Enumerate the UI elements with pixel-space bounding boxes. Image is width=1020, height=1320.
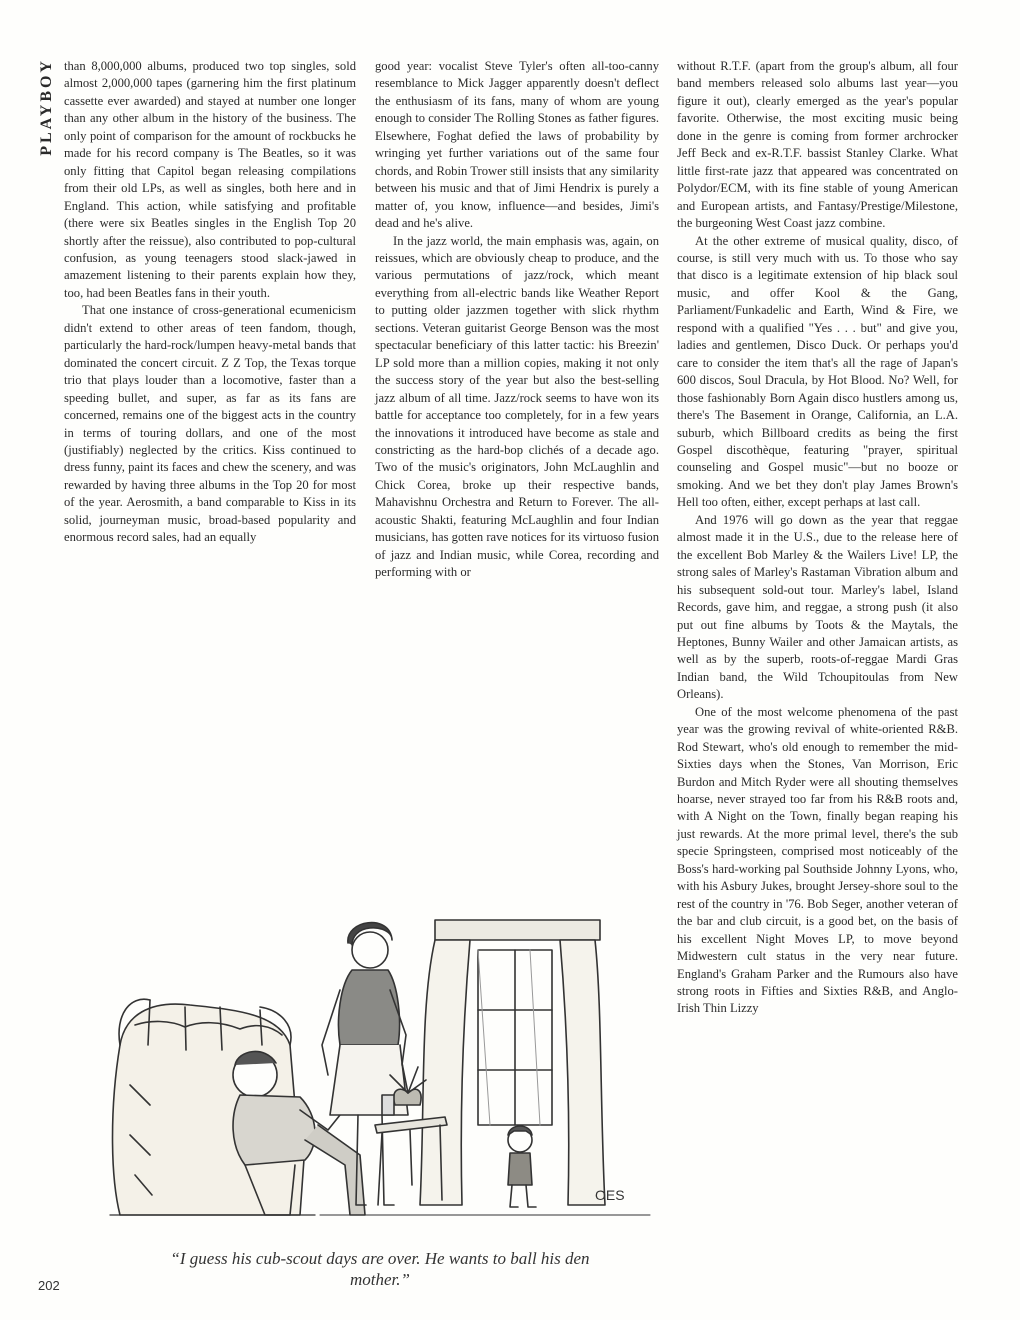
paragraph: than 8,000,000 albums, produced two top singles, sold almost 2,000,000 tapes (garnering him the first platinum cassette ever awarded) and stayed at number one longer than any other album in the history of the business. The only point of comparison for the amount of rockbucks he made for his record company is The Beatles, so it was only fitting that Capitol began releasing compilations from their old LPs, as well as singles, both here and in England. This action, while satisfying and profitable (there were six Beatles singles in the English Top 20 shortly after the reissue), also contributed to pop-cultural confusion, as young teenagers stood slack-jawed in amazement listening to their parents explain how they, too, had been Beatles fans in their youth. bbox=[64, 59, 356, 300]
cartoon-caption: “I guess his cub-scout days are over. He wants to ball his den mother.” bbox=[170, 1249, 590, 1289]
cartoon-illustration bbox=[90, 745, 670, 1245]
article-column-2 bbox=[375, 58, 659, 582]
paragraph: That one instance of cross-generational ecumenicism didn't extend to other areas of teen fandom, though, particularly the hard-rock/lumpen heavy-metal bands that dominated the concert circuit. Z Z Top, the Texas torque trio that plays louder than a locomotive, faster than a speeding bullet, and super, as far as its fans are concerned, remains one of the biggest acts in the country in terms of touring dollars, and one of the most (justifiably) neglected by the critics. Kiss continued to dress funny, paint its faces and chew the scenery, and was rewarded by having three albums in the Top 20 for most of the year. Aerosmith, a band comparable to Kiss in its solid, journeyman music, broad-based popularity and enormous record sales, had an equally bbox=[64, 303, 356, 545]
paragraph: At the other extreme of musical quality, disco, of course, is still very much with us. To those who say that disco is a legitimate extension of hip black soul music, and offer Kool & the Gang, Parliament/Funkadelic and Earth, Wind & Fire, we respond with a qualified "Yes . . . but" and give you, ladies and gentlemen, Disco Duck. Or perhaps you'd care to consider the item that's all the rage of Japan's 600 discos, Soul Dracula, by Hot Blood. No? Well, for those fashionably Born Again disco hustlers among us, there's The Basement in Orange, California, an L.A. suburb, which Billboard credits as being the first Gospel discothèque, featuring "prayer, spiritual counseling and Gospel music"—but no booze or smoking. And we bet they don't play James Brown's Hell too often, either, except perhaps at last call. bbox=[677, 233, 958, 510]
paragraph: In the jazz world, the main emphasis was, again, on reissues, which are obviously cheap to produce, and the various permutations of jazz/rock, which meant everything from all-electric bands like Weather Report to putting older jazzmen together with slick rhythm sections. Veteran guitarist George Benson was the most spectacular beneficiary of this latter tactic: his Breezin' LP sold more than a million copies, making it not only the success story of the year but also the best-selling jazz album of all time. Jazz/rock seems to have won its battle for acceptance too completely, for in a few years the innovations it introduced have become as stale and constricting as the hard-bop clichés of a decade ago. Two of the music's originators, John McLaughlin and Chick Corea, broke up their respective bands, Mahavishnu Orchestra and Return to Forever. The all-acoustic Shakti, featuring McLaughlin and four Indian musicians, has gotten rave notices for its virtuoso fusion of jazz and Indian music, while Corea, recording and performing with or bbox=[375, 233, 659, 580]
paragraph: without R.T.F. (apart from the group's album, all four band members released solo albums last year—you figure it out), clearly emerged as the year's popular favorite. Otherwise, the most exciting music being done in the genre is coming from former archrocker Jeff Beck and ex-R.T.F. bassist Stanley Clarke. What little first-rate jazz that appeared was concentrated on Polydor/ECM, with its fine stable of young American and European artists, and Fantasy/Prestige/Milestone, the burgeoning West Coast jazz combine. bbox=[677, 59, 958, 231]
magazine-brand: PLAYBOY bbox=[38, 58, 55, 156]
paragraph: One of the most welcome phenomena of the past year was the growing revival of white-oriented R&B. Rod Stewart, who's old enough to remember the mid-Sixties days when the Stones, Van Morrison, Eric Burdon and Mitch Ryder were all shouting themselves hoarse, never strayed too far from his R&B roots and, with A Night on the Town, finally began reaping his just rewards. At the more primal level, there's the sub specie Springsteen, comprised most noticeably of the Boss's hard-working pal Southside Johnny Lyons, who, with his Asbury Jukes, brought Jersey-shore soul to the rest of the country in '76. Bob Seger, another veteran of the bar and club circuit, is a good bet, on the basis of his excellent Night Moves LP, to move beyond Midwestern cult status in the very near future. England's Graham Parker and the Rumours also have strong roots in Fifties and Sixties R&B, and Anglo-Irish Thin Lizzy bbox=[677, 704, 958, 1016]
page-number: 202 bbox=[38, 1278, 60, 1293]
article-column-3 bbox=[677, 58, 958, 1018]
cartoonist-signature: OES bbox=[595, 1187, 625, 1203]
cartoon-drawing bbox=[90, 745, 670, 1245]
paragraph: good year: vocalist Steve Tyler's often all-too-canny resemblance to Mick Jagger apparently doesn't deflect the enthusiasm of its fans, many of whom are young enough to consider The Rolling Stones as father figures. Elsewhere, Foghat defied the laws of probability by wringing yet further variations out of the same four chords, and Robin Trower still insists that any similarity between his music and that of Jimi Hendrix is purely a matter of, you know, influence—and besides, Jimi's dead and he's alive. bbox=[375, 59, 659, 231]
article-column-1 bbox=[64, 58, 356, 547]
paragraph: And 1976 will go down as the year that reggae almost made it in the U.S., due to the release here of the excellent Bob Marley & the Wailers Live! LP, the strong sales of Marley's Rastaman Vibration album and his subsequent sold-out tour. Marley's label, Island Records, gave him, and reggae, a strong push (it also put out fine albums by Toots & the Maytals, the Heptones, Bunny Wailer and other Jamaican artists, as well as by the superb, roots-of-reggae Mardi Gras Indian band, the Wild Tchoupitoulas from New Orleans). bbox=[677, 512, 958, 702]
